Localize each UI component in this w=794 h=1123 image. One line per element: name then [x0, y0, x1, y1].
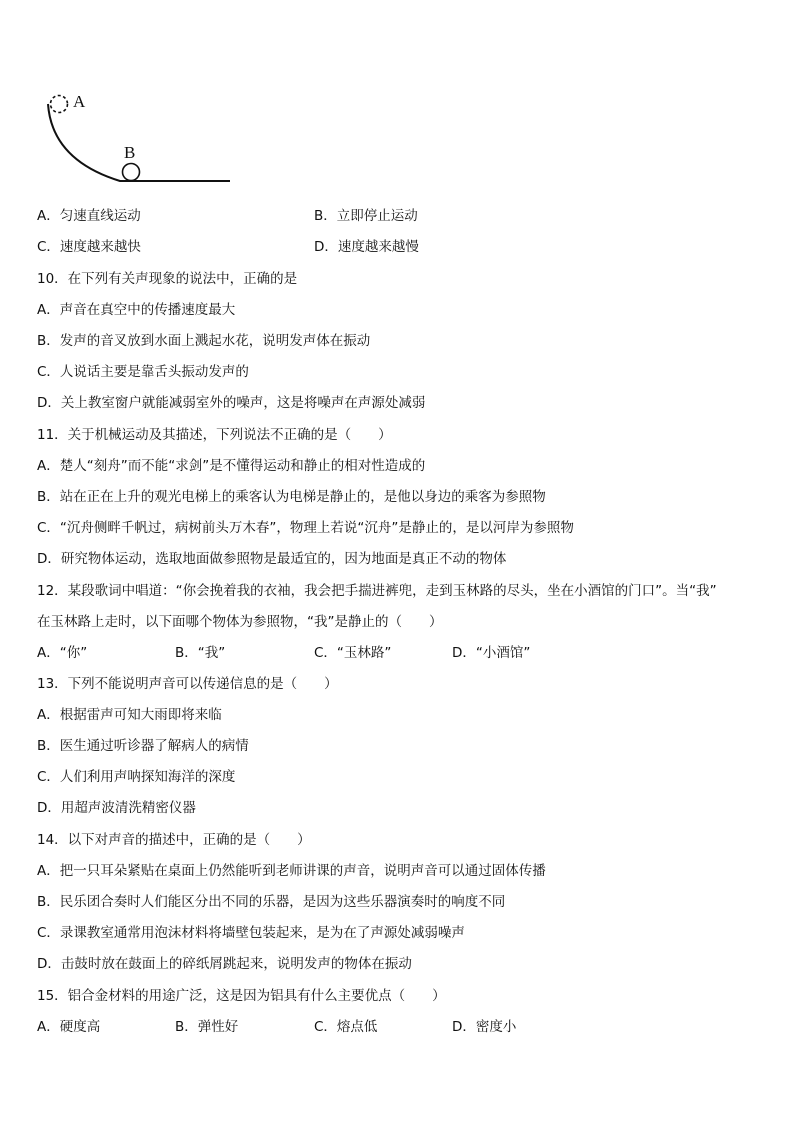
label-a: A	[73, 92, 86, 111]
q12-stem-line2: 在玉林路上走时，以下面哪个物体为参照物，“我”是静止的（ ）	[37, 614, 443, 630]
q10-stem: 10．在下列有关声现象的说法中，正确的是	[37, 271, 298, 287]
ball-a	[51, 96, 68, 113]
q13-option-c: C．人们利用声呐探知海洋的深度	[37, 769, 236, 785]
q14-option-b: B．民乐团合奏时人们能区分出不同的乐器，是因为这些乐器演奏时的响度不同	[37, 894, 506, 910]
q12-option-a: A．“你”	[37, 645, 88, 661]
q11-option-b: B．站在正在上升的观光电梯上的乘客认为电梯是静止的，是他以身边的乘客为参照物	[37, 489, 546, 505]
q15-option-b: B．弹性好	[175, 1019, 239, 1035]
q15-option-d: D．密度小	[452, 1019, 517, 1035]
ball-b	[123, 164, 140, 181]
q14-option-c: C．录课教室通常用泡沫材料将墙壁包装起来，是为在了声源处减弱噪声	[37, 925, 465, 941]
q14-option-d: D．击鼓时放在鼓面上的碎纸屑跳起来，说明发声的物体在振动	[37, 956, 412, 972]
q10-option-d: D．关上教室窗户就能减弱室外的噪声，这是将噪声在声源处减弱	[37, 395, 426, 411]
q10-option-b: B．发声的音叉放到水面上溅起水花，说明发声体在振动	[37, 333, 371, 349]
q11-option-a: A．楚人“刻舟”而不能“求剑”是不懂得运动和静止的相对性造成的	[37, 458, 426, 474]
fig-option-d: D．速度越来越慢	[314, 239, 419, 255]
q14-stem: 14．以下对声音的描述中，正确的是（ ）	[37, 832, 311, 848]
q12-option-d: D．“小酒馆”	[452, 645, 531, 661]
q12-option-b: B．“我”	[175, 645, 226, 661]
q12-stem-line1: 12．某段歌词中唱道：“你会挽着我的衣袖，我会把手揣进裤兜，走到玉林路的尽头，坐在小酒馆的门口”。当“我”	[37, 583, 717, 599]
q15-stem: 15．铝合金材料的用途广泛，这是因为铝具有什么主要优点（ ）	[37, 988, 446, 1004]
q10-option-c: C．人说话主要是靠舌头振动发声的	[37, 364, 249, 380]
label-b: B	[124, 143, 136, 162]
q11-option-d: D．研究物体运动，选取地面做参照物是最适宜的，因为地面是真正不动的物体	[37, 551, 507, 567]
q13-option-b: B．医生通过听诊器了解病人的病情	[37, 738, 249, 754]
q11-stem: 11．关于机械运动及其描述，下列说法不正确的是（ ）	[37, 427, 392, 443]
q13-option-a: A．根据雷声可知大雨即将来临	[37, 707, 222, 723]
fig-option-c: C．速度越来越快	[37, 239, 141, 255]
track-figure	[40, 84, 240, 188]
q14-option-a: A．把一只耳朵紧贴在桌面上仍然能听到老师讲课的声音，说明声音可以通过固体传播	[37, 863, 546, 879]
q10-option-a: A．声音在真空中的传播速度最大	[37, 302, 236, 318]
fig-option-b: B．立即停止运动	[314, 208, 418, 224]
fig-option-a: A．匀速直线运动	[37, 208, 141, 224]
q12-option-c: C．“玉林路”	[314, 645, 392, 661]
q11-option-c: C．“沉舟侧畔千帆过，病树前头万木春”，物理上若说“沉舟”是静止的，是以河岸为参照物	[37, 520, 574, 536]
q13-option-d: D．用超声波清洗精密仪器	[37, 800, 196, 816]
q15-option-c: C．熔点低	[314, 1019, 378, 1035]
q13-stem: 13．下列不能说明声音可以传递信息的是（ ）	[37, 676, 338, 692]
track-diagram	[40, 84, 240, 188]
q15-option-a: A．硬度高	[37, 1019, 101, 1035]
